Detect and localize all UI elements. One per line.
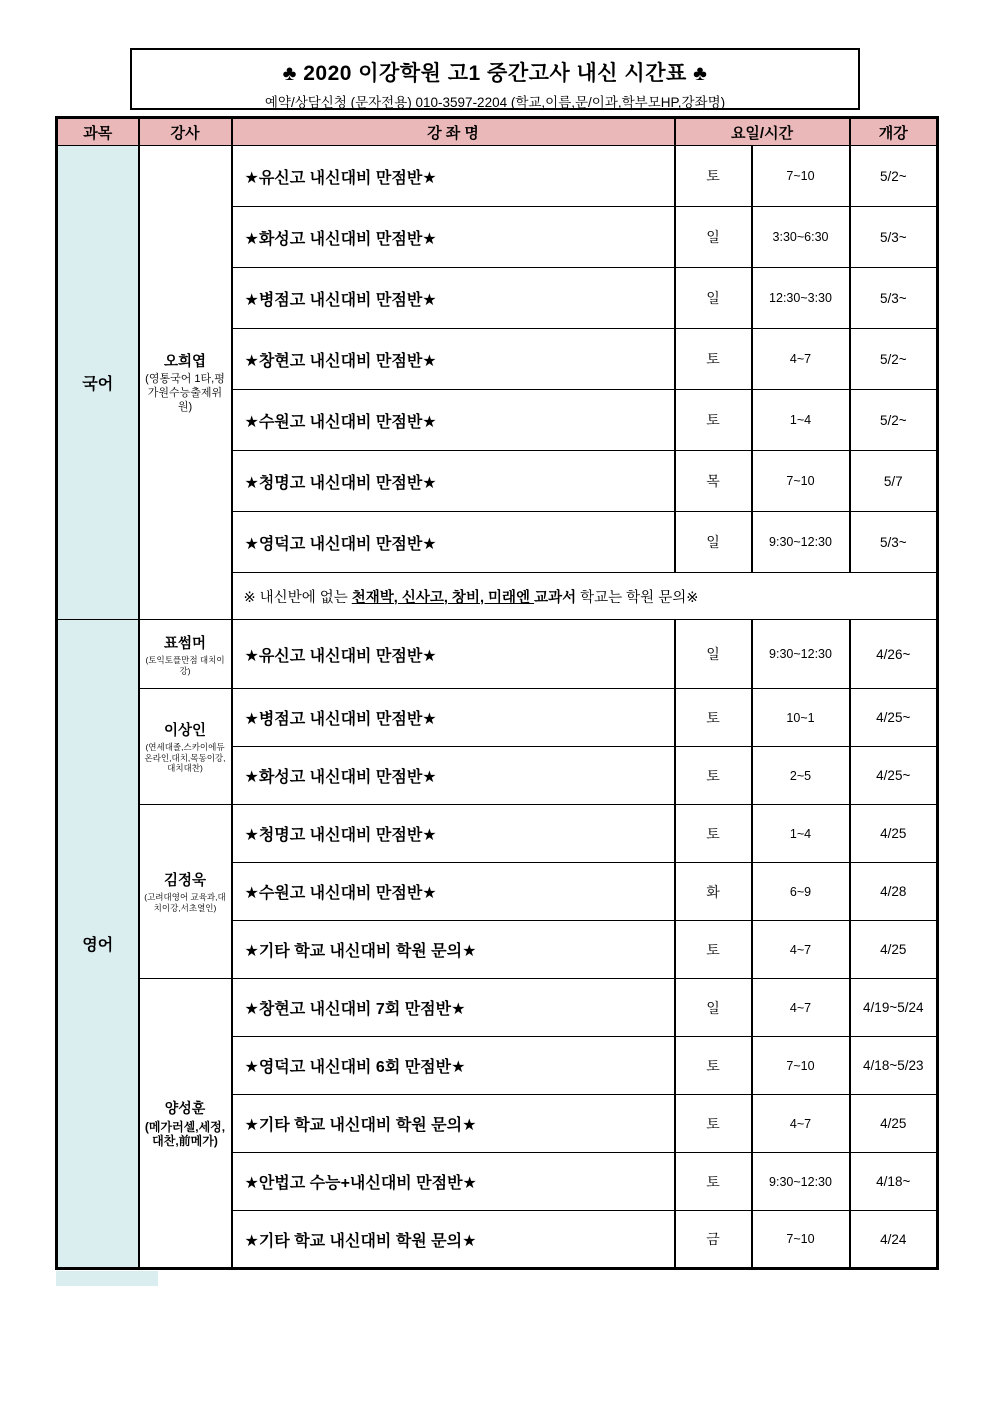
cell-start: 4/25 <box>850 1095 938 1153</box>
scan-artifact <box>56 1271 158 1286</box>
cell-time: 1~4 <box>752 805 850 863</box>
cell-time: 7~10 <box>752 1037 850 1095</box>
cell-course: ★영덕고 내신대비 만점반★ <box>232 512 675 573</box>
cell-start: 5/2~ <box>850 329 938 390</box>
cell-time: 4~7 <box>752 979 850 1037</box>
cell-course: ★수원고 내신대비 만점반★ <box>232 863 675 921</box>
cell-course: ★영덕고 내신대비 6회 만점반★ <box>232 1037 675 1095</box>
cell-subject-english: 영어 <box>57 620 139 1269</box>
cell-course: ★안법고 수능+내신대비 만점반★ <box>232 1153 675 1211</box>
cell-day: 토 <box>675 805 752 863</box>
cell-start: 5/3~ <box>850 512 938 573</box>
table-row <box>57 620 938 689</box>
table-row <box>57 805 938 863</box>
teacher-note: (고려대영어 교육과,대치이강,서초열인) <box>144 892 226 913</box>
cell-day: 토 <box>675 1037 752 1095</box>
note-suffix: 학교는 학원 문의※ <box>576 589 699 606</box>
teacher-name: 이상인 <box>163 723 207 740</box>
cell-time: 3:30~6:30 <box>752 207 850 268</box>
document-subtitle: 예약/상담신청 (문자전용) 010-3597-2204 (학교,이름,문/이과,학부모HP,강좌명) <box>264 95 726 110</box>
cell-day: 일 <box>675 268 752 329</box>
cell-course: ★기타 학교 내신대비 학원 문의★ <box>232 1211 675 1269</box>
cell-course: ★유신고 내신대비 만점반★ <box>232 146 675 207</box>
cell-time: 9:30~12:30 <box>752 1153 850 1211</box>
cell-day: 토 <box>675 689 752 747</box>
note-underlined-books: 천재박, 신사고, 창비, 미래엔 <box>351 589 535 606</box>
cell-teacher-oh <box>139 146 232 620</box>
cell-day: 목 <box>675 451 752 512</box>
cell-day: 토 <box>675 1095 752 1153</box>
cell-start: 4/19~5/24 <box>850 979 938 1037</box>
cell-day: 토 <box>675 329 752 390</box>
cell-start: 5/3~ <box>850 207 938 268</box>
teacher-name: 양성훈 <box>164 1099 206 1116</box>
cell-course: ★창현고 내신대비 7회 만점반★ <box>232 979 675 1037</box>
cell-start: 4/24 <box>850 1211 938 1269</box>
table-row <box>57 689 938 747</box>
cell-course: ★기타 학교 내신대비 학원 문의★ <box>232 1095 675 1153</box>
cell-time: 2~5 <box>752 747 850 805</box>
cell-course: ★화성고 내신대비 만점반★ <box>232 747 675 805</box>
cell-day: 토 <box>675 390 752 451</box>
cell-start: 4/25 <box>850 921 938 979</box>
cell-course: ★화성고 내신대비 만점반★ <box>232 207 675 268</box>
title-box <box>130 48 860 110</box>
teacher-note: (영통국어 1타,평가원수능출제위원) <box>145 373 225 413</box>
teacher-note: (토익토플만점 대치이강) <box>145 654 225 676</box>
cell-teacher-yang <box>139 979 232 1269</box>
cell-time: 9:30~12:30 <box>752 512 850 573</box>
cell-time: 1~4 <box>752 390 850 451</box>
cell-time: 4~7 <box>752 329 850 390</box>
header-teacher: 강사 <box>139 118 232 146</box>
teacher-note: (메가러셀,세정,대찬,前메가) <box>144 1119 226 1148</box>
cell-time: 9:30~12:30 <box>752 620 850 689</box>
note-bold-word: 교과서 <box>534 589 577 606</box>
header-course: 강 좌 명 <box>232 118 675 146</box>
cell-teacher-lee <box>139 689 232 805</box>
cell-start: 5/2~ <box>850 146 938 207</box>
cell-subject-korean: 국어 <box>57 146 139 620</box>
cell-teacher-kim <box>139 805 232 979</box>
cell-day: 토 <box>675 146 752 207</box>
cell-start: 5/2~ <box>850 390 938 451</box>
cell-start: 4/18~ <box>850 1153 938 1211</box>
cell-time: 4~7 <box>752 1095 850 1153</box>
header-start: 개강 <box>850 118 938 146</box>
teacher-name: 표썸머 <box>163 635 207 652</box>
header-row <box>57 118 938 146</box>
cell-day: 토 <box>675 921 752 979</box>
header-subject: 과목 <box>57 118 139 146</box>
cell-start: 4/25~ <box>850 747 938 805</box>
cell-course: ★청명고 내신대비 만점반★ <box>232 451 675 512</box>
cell-day: 일 <box>675 207 752 268</box>
cell-time: 10~1 <box>752 689 850 747</box>
cell-time: 7~10 <box>752 1211 850 1269</box>
cell-start: 4/25 <box>850 805 938 863</box>
cell-course: ★유신고 내신대비 만점반★ <box>232 620 675 689</box>
cell-teacher-pyo <box>139 620 232 689</box>
cell-start: 4/28 <box>850 863 938 921</box>
cell-start: 4/18~5/23 <box>850 1037 938 1095</box>
cell-course: ★병점고 내신대비 만점반★ <box>232 689 675 747</box>
teacher-name: 김정욱 <box>163 873 207 890</box>
cell-time: 7~10 <box>752 451 850 512</box>
note-prefix: ※ 내신반에 없는 <box>243 589 352 606</box>
cell-time: 6~9 <box>752 863 850 921</box>
cell-course: ★창현고 내신대비 만점반★ <box>232 329 675 390</box>
cell-day: 일 <box>675 512 752 573</box>
cell-day: 화 <box>675 863 752 921</box>
cell-start: 5/3~ <box>850 268 938 329</box>
cell-time: 4~7 <box>752 921 850 979</box>
cell-day: 토 <box>675 747 752 805</box>
cell-day: 금 <box>675 1211 752 1269</box>
cell-time: 12:30~3:30 <box>752 268 850 329</box>
cell-day: 토 <box>675 1153 752 1211</box>
cell-course: ★수원고 내신대비 만점반★ <box>232 390 675 451</box>
cell-day: 일 <box>675 620 752 689</box>
teacher-name: 오희엽 <box>163 354 207 371</box>
cell-time: 7~10 <box>752 146 850 207</box>
cell-start: 4/26~ <box>850 620 938 689</box>
note-cell <box>232 573 938 620</box>
cell-start: 5/7 <box>850 451 938 512</box>
header-day-time: 요일/시간 <box>675 118 850 146</box>
cell-course: ★청명고 내신대비 만점반★ <box>232 805 675 863</box>
timetable <box>55 116 939 1270</box>
teacher-note: (연세대졸,스카이에듀온라인,대치,목동이강,대치대찬) <box>144 742 226 774</box>
table-row <box>57 146 938 207</box>
cell-day: 일 <box>675 979 752 1037</box>
table-row <box>57 979 938 1037</box>
document-title: ♣ 2020 이강학원 고1 중간고사 내신 시간표 ♣ <box>282 62 708 85</box>
cell-course: ★병점고 내신대비 만점반★ <box>232 268 675 329</box>
cell-start: 4/25~ <box>850 689 938 747</box>
cell-course: ★기타 학교 내신대비 학원 문의★ <box>232 921 675 979</box>
